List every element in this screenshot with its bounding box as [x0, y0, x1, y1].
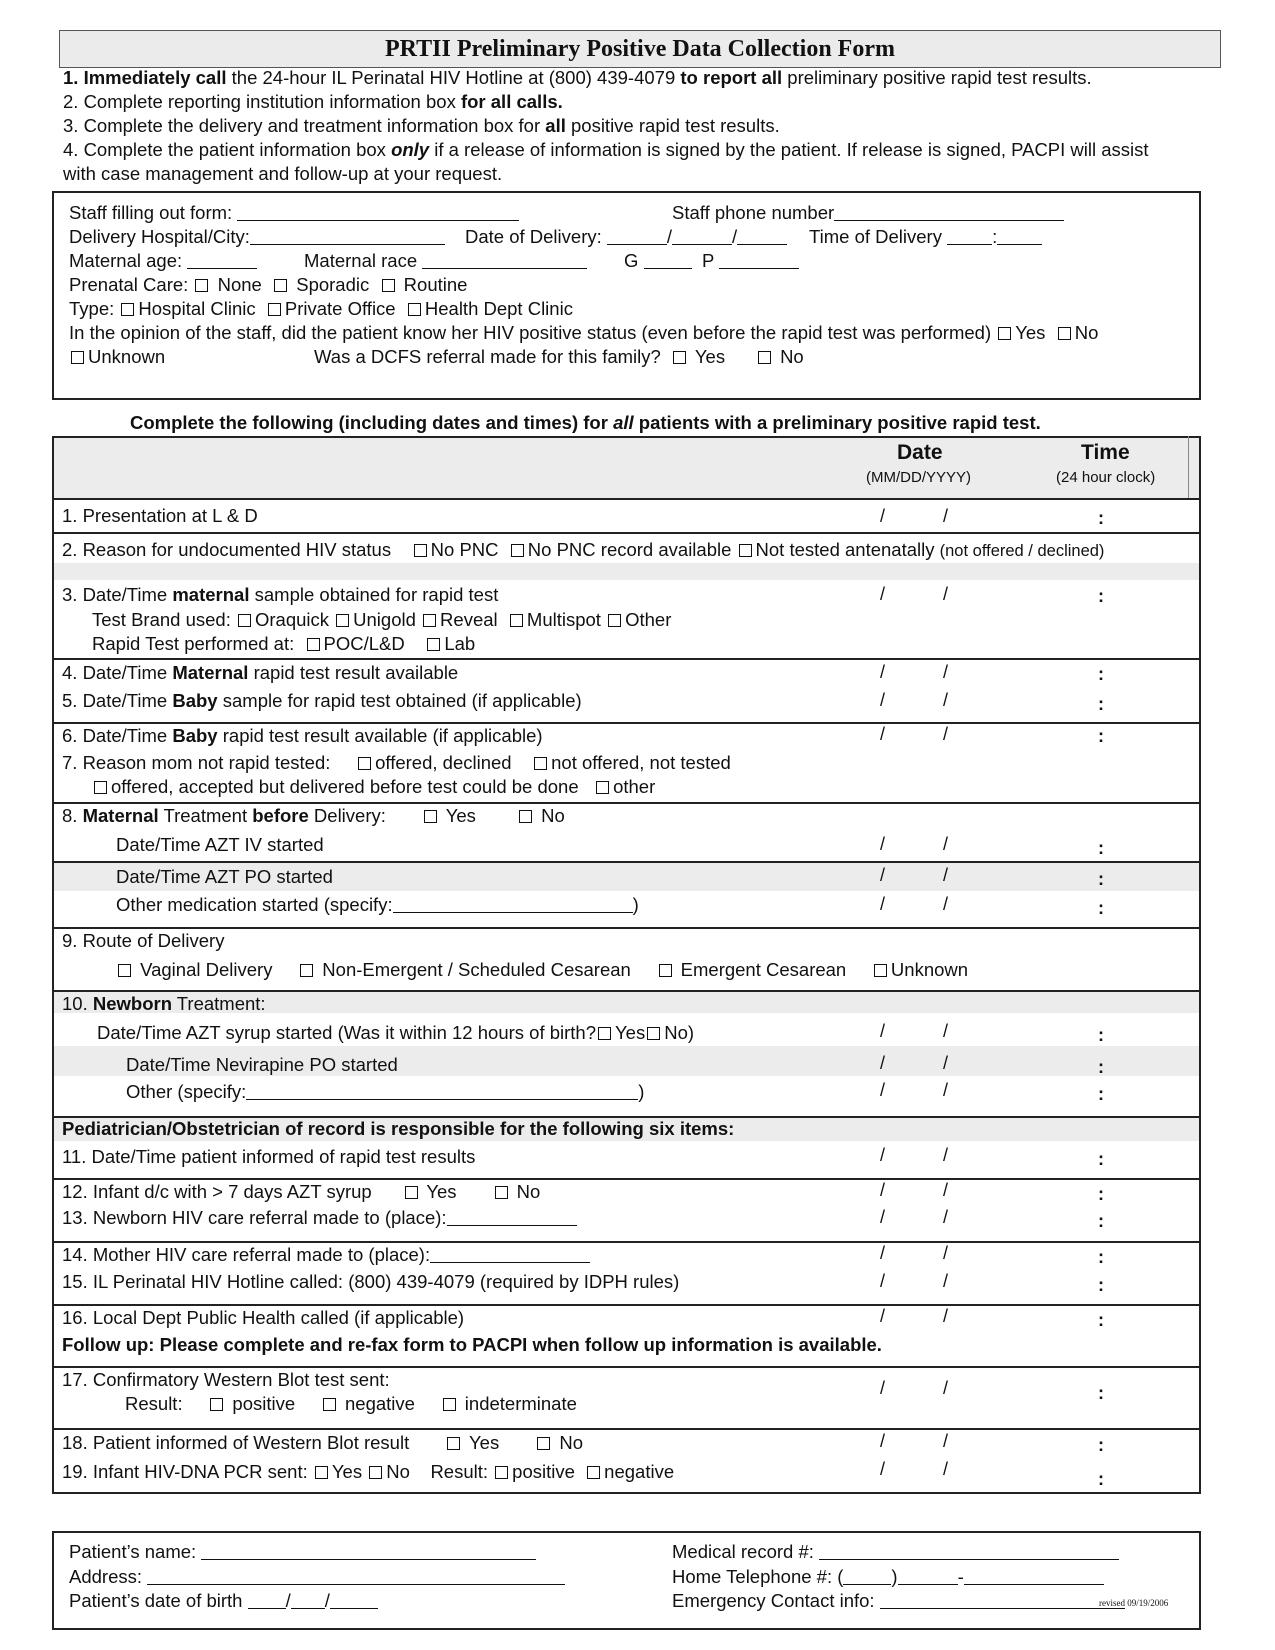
no-pnc-checkbox[interactable]: [414, 544, 427, 557]
pcr-yes-checkbox[interactable]: [315, 1466, 328, 1479]
row-newborn-other[interactable]: Other (specify: ): [126, 1081, 645, 1102]
followup-header: Follow up: Please complete and re-fax form to PACPI when follow up information is available.: [62, 1334, 882, 1355]
reveal-checkbox[interactable]: [423, 614, 436, 627]
row-presentation: 1. Presentation at L & D: [62, 505, 258, 526]
delivery-hospital-field[interactable]: Delivery Hospital/City:: [69, 226, 445, 248]
prenatal-routine-checkbox[interactable]: [382, 279, 395, 292]
rule: [52, 722, 1201, 724]
row-infant-dc: 12. Infant d/c with > 7 days AZT syrup Yes No: [62, 1181, 541, 1202]
rule: [52, 1304, 1201, 1306]
rule: [52, 802, 1201, 804]
pcr-negative-checkbox[interactable]: [587, 1466, 600, 1479]
row-azt-iv: Date/Time AZT IV started: [116, 834, 324, 855]
rule: [52, 990, 1201, 992]
western-blot-result-row: Result: positive negative indeterminate: [125, 1393, 577, 1414]
azt-syrup-no-checkbox[interactable]: [647, 1027, 660, 1040]
table-intro: Complete the following (including dates and times) for all patients with a preliminary positive rapid test.: [130, 412, 1041, 433]
prenatal-sporadic-checkbox[interactable]: [274, 279, 287, 292]
oraquick-checkbox[interactable]: [238, 614, 251, 627]
rule: [52, 1366, 1201, 1368]
row-infant-pcr: 19. Infant HIV-DNA PCR sent: Yes No Result: positive negative: [62, 1461, 675, 1482]
opinion-no-checkbox[interactable]: [1058, 327, 1071, 340]
wb-informed-no-checkbox[interactable]: [537, 1437, 550, 1450]
row-undocumented-reason: 2. Reason for undocumented HIV status No PNC No PNC record available Not tested antenatally (not offered / declined): [62, 539, 1105, 560]
route-options-row: Vaginal Delivery Non-Emergent / Scheduled Cesarean Emergent Cesarean Unknown: [116, 959, 968, 981]
poc-checkbox[interactable]: [307, 638, 320, 651]
infant-dc-no-checkbox[interactable]: [495, 1186, 508, 1199]
pcr-positive-checkbox[interactable]: [495, 1466, 508, 1479]
instruction-2: 2. Complete reporting institution information box for all calls.: [63, 91, 563, 112]
non-emergent-cesarean-checkbox[interactable]: [300, 964, 313, 977]
type-row: Type: Hospital Clinic Private Office Health Dept Clinic: [69, 298, 573, 319]
rule: [52, 1178, 1201, 1180]
test-brand-row: Test Brand used: Oraquick Unigold Reveal Multispot Other: [92, 609, 672, 630]
row-reason-not-tested-2: offered, accepted but delivered before test could be done other: [92, 776, 655, 798]
row-maternal-treatment: 8. Maternal Treatment before Delivery: Yes No: [62, 805, 565, 826]
rule: [52, 861, 1201, 863]
type-health-dept-checkbox[interactable]: [408, 303, 421, 316]
offered-declined-checkbox[interactable]: [358, 757, 371, 770]
address-field[interactable]: Address:: [69, 1566, 565, 1588]
maternal-race-field[interactable]: Maternal race: [304, 250, 587, 272]
row-baby-result: 6. Date/Time Baby rapid test result available (if applicable): [62, 725, 543, 746]
date-of-delivery-field[interactable]: Date of Delivery: / /: [465, 226, 787, 248]
wb-negative-checkbox[interactable]: [323, 1398, 336, 1411]
patient-name-field[interactable]: Patient’s name:: [69, 1541, 536, 1563]
row-western-blot: 17. Confirmatory Western Blot test sent:: [62, 1369, 390, 1390]
staff-filling-field[interactable]: Staff filling out form:: [69, 202, 519, 224]
wb-positive-checkbox[interactable]: [210, 1398, 223, 1411]
staff-phone-field[interactable]: Staff phone number: [672, 202, 1064, 224]
home-telephone-field[interactable]: Home Telephone #: ( ) -: [672, 1566, 1104, 1588]
header-right-rule: [1188, 436, 1189, 498]
date-subheader: (MM/DD/YYYY): [866, 469, 971, 486]
dcfs-row: Was a DCFS referral made for this family? Yes No: [314, 346, 804, 367]
opinion-unknown-row: Unknown: [69, 346, 165, 368]
unigold-checkbox[interactable]: [336, 614, 349, 627]
emergent-cesarean-checkbox[interactable]: [659, 964, 672, 977]
dcfs-yes-checkbox[interactable]: [673, 351, 686, 364]
opinion-unknown-checkbox[interactable]: [71, 351, 84, 364]
p-field[interactable]: P: [702, 250, 799, 272]
offered-accepted-checkbox[interactable]: [94, 781, 107, 794]
rule: [52, 927, 1201, 929]
row-other-medication[interactable]: Other medication started (specify: ): [116, 894, 639, 915]
unknown-route-checkbox[interactable]: [874, 964, 887, 977]
row-maternal-result: 4. Date/Time Maternal rapid test result available: [62, 662, 459, 683]
wb-indeterminate-checkbox[interactable]: [443, 1398, 456, 1411]
date-header: Date: [897, 441, 943, 464]
row-nevirapine: Date/Time Nevirapine PO started: [126, 1054, 398, 1075]
no-pnc-record-checkbox[interactable]: [511, 544, 524, 557]
rule: [52, 1241, 1201, 1243]
not-offered-checkbox[interactable]: [534, 757, 547, 770]
time-subheader: (24 hour clock): [1056, 469, 1156, 486]
row-newborn-treatment: 10. Newborn Treatment:: [62, 993, 266, 1014]
medical-record-field[interactable]: Medical record #:: [672, 1541, 1119, 1563]
time-header: Time: [1081, 441, 1130, 464]
row-baby-sample: 5. Date/Time Baby sample for rapid test obtained (if applicable): [62, 690, 582, 711]
form-title: PRTII Preliminary Positive Data Collection Form: [385, 36, 895, 62]
emergency-contact-field[interactable]: Emergency Contact info:: [672, 1590, 1125, 1612]
row-azt-syrup: Date/Time AZT syrup started (Was it within 12 hours of birth? Yes No): [97, 1022, 695, 1043]
lab-checkbox[interactable]: [427, 638, 440, 651]
row-newborn-referral[interactable]: 13. Newborn HIV care referral made to (place):: [62, 1207, 577, 1229]
dcfs-no-checkbox[interactable]: [758, 351, 771, 364]
infant-dc-yes-checkbox[interactable]: [405, 1186, 418, 1199]
multispot-checkbox[interactable]: [510, 614, 523, 627]
prenatal-care-row: Prenatal Care: None Sporadic Routine: [69, 274, 468, 295]
peds-header: Pediatrician/Obstetrician of record is responsible for the following six items:: [62, 1118, 735, 1139]
instruction-5: with case management and follow-up at your request.: [63, 163, 503, 184]
prenatal-none-checkbox[interactable]: [195, 279, 208, 292]
maternal-treatment-no-checkbox[interactable]: [519, 810, 532, 823]
row-mother-referral[interactable]: 14. Mother HIV care referral made to (place):: [62, 1244, 590, 1266]
maternal-age-field[interactable]: Maternal age:: [69, 250, 257, 272]
reason-other-checkbox[interactable]: [596, 781, 609, 794]
not-tested-antenatally-checkbox[interactable]: [739, 544, 752, 557]
instruction-4: 4. Complete the patient information box only if a release of information is signed by the patient. If release is signed, PACPI will assist: [63, 139, 1149, 160]
date-of-birth-field[interactable]: Patient’s date of birth / /: [69, 1590, 378, 1612]
rule: [52, 532, 1201, 534]
row-wb-informed: 18. Patient informed of Western Blot result Yes No: [62, 1432, 583, 1453]
g-field[interactable]: G: [624, 250, 692, 272]
instruction-3: 3. Complete the delivery and treatment information box for all positive rapid test results.: [63, 115, 780, 136]
vaginal-delivery-checkbox[interactable]: [118, 964, 131, 977]
instruction-1: 1. Immediately call the 24-hour IL Perinatal HIV Hotline at (800) 439-4079 to report all preliminary positive rapid test results.: [63, 67, 1092, 88]
row-local-health: 16. Local Dept Public Health called (if applicable): [62, 1307, 465, 1328]
row-reason-not-tested: 7. Reason mom not rapid tested: offered, declined not offered, not tested: [62, 752, 731, 773]
form-title-box: [59, 30, 1221, 68]
row-azt-po: Date/Time AZT PO started: [116, 866, 333, 887]
other-brand-checkbox[interactable]: [608, 614, 621, 627]
opinion-yes-checkbox[interactable]: [998, 327, 1011, 340]
azt-syrup-yes-checkbox[interactable]: [598, 1027, 611, 1040]
row-route-of-delivery: 9. Route of Delivery: [62, 930, 225, 951]
pcr-no-checkbox[interactable]: [369, 1466, 382, 1479]
time-of-delivery-field[interactable]: Time of Delivery :: [809, 226, 1042, 248]
row-informed-results: 11. Date/Time patient informed of rapid test results: [62, 1146, 476, 1167]
type-hospital-clinic-checkbox[interactable]: [121, 303, 134, 316]
maternal-treatment-yes-checkbox[interactable]: [424, 810, 437, 823]
opinion-row: In the opinion of the staff, did the patient know her HIV positive status (even before the rapid test was performed) Yes No: [69, 322, 1099, 343]
test-performed-row: Rapid Test performed at: POC/L&D Lab: [92, 633, 476, 654]
row-maternal-sample: 3. Date/Time maternal sample obtained for rapid test: [62, 584, 499, 605]
type-private-office-checkbox[interactable]: [268, 303, 281, 316]
rule: [52, 1428, 1201, 1430]
rule: [52, 658, 1201, 660]
wb-informed-yes-checkbox[interactable]: [447, 1437, 460, 1450]
rule: [52, 498, 1201, 500]
revised-date: revised 09/19/2006: [1099, 1598, 1169, 1608]
row-hotline-called: 15. IL Perinatal HIV Hotline called: (800) 439-4079 (required by IDPH rules): [62, 1271, 680, 1292]
